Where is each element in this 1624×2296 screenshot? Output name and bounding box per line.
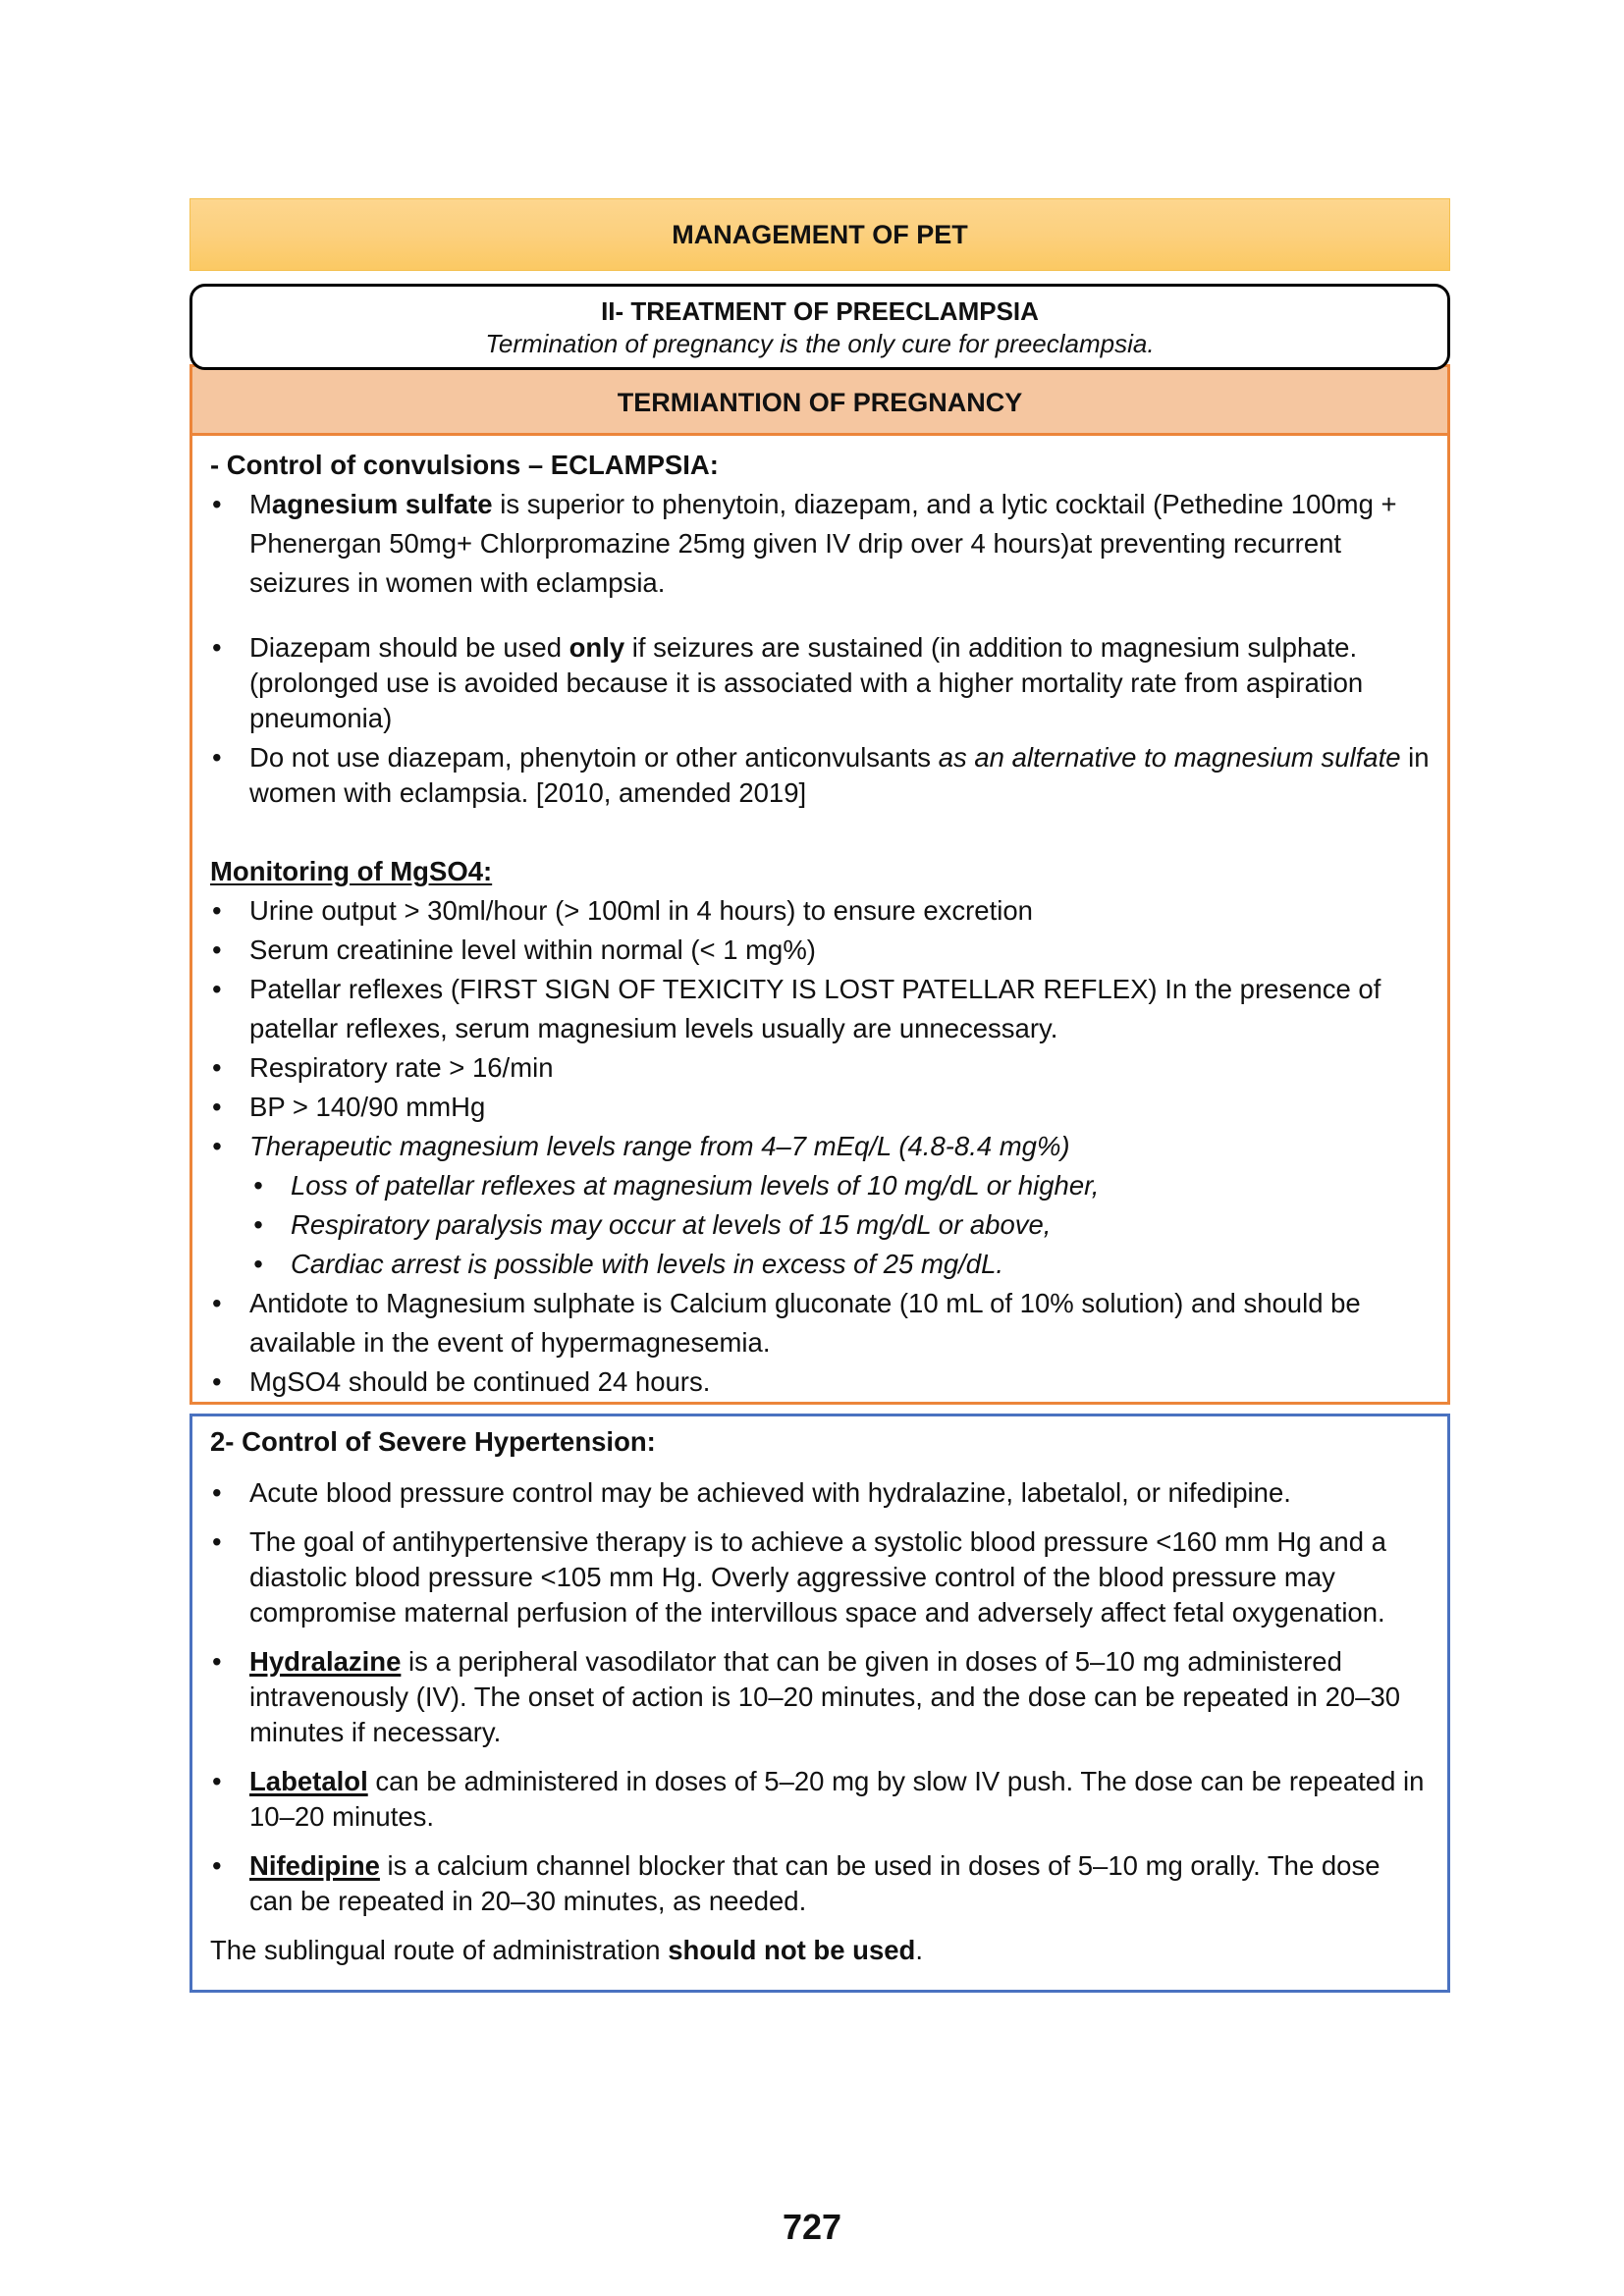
treatment-subtitle: Termination of pregnancy is the only cure for preeclampsia. <box>485 329 1155 358</box>
text-run: M <box>249 489 272 519</box>
text-run: Do not use diazepam, phenytoin or other anticonvulsants <box>249 742 939 773</box>
list-item: • The goal of antihypertensive therapy is to achieve a systolic blood pressure <160 mm Hg and a diastolic blood pressure <105 mm Hg. Overly aggressive control of the blood pressure may compromise maternal perfusion of the intervillous space and adversely affect fetal oxygenation. <box>210 1524 1430 1630</box>
list-item: • Acute blood pressure control may be achieved with hydralazine, labetalol, or nifedipine. <box>210 1475 1430 1511</box>
bold-term: agnesium sulfate <box>271 489 493 519</box>
magnesium-levels-sublist <box>251 1166 1430 1284</box>
monitoring-list-continued <box>210 1284 1430 1402</box>
bold-term: should not be used <box>668 1935 916 1965</box>
list-item <box>210 1848 1430 1919</box>
list-item <box>210 740 1430 811</box>
termination-header: TERMIANTION OF PREGNANCY <box>192 367 1447 436</box>
list-item: • Respiratory paralysis may occur at levels of 15 mg/dL or above, <box>251 1205 1430 1245</box>
termination-section <box>189 364 1450 1405</box>
list-item: • Loss of patellar reflexes at magnesium levels of 10 mg/dL or higher, <box>251 1166 1430 1205</box>
treatment-title: II- TREATMENT OF PREECLAMPSIA <box>601 296 1039 326</box>
convulsions-heading: - Control of convulsions – ECLAMPSIA: <box>210 450 719 480</box>
text-run: in women with eclampsia. [2010, amended 2019] <box>249 742 1430 808</box>
list-item <box>210 630 1430 736</box>
list-item <box>210 1764 1430 1835</box>
list-item: • Cardiac arrest is possible with levels in excess of 25 mg/dL. <box>251 1245 1430 1284</box>
drug-name: Labetalol <box>249 1766 368 1796</box>
page-title: MANAGEMENT OF PET <box>672 219 968 249</box>
monitoring-heading: Monitoring of MgSO4: <box>210 856 493 886</box>
list-item: • Serum creatinine level within normal (< 1 mg%) <box>210 931 1430 970</box>
bold-term: only <box>568 632 625 663</box>
list-item: • Urine output > 30ml/hour (> 100ml in 4 hours) to ensure excretion <box>210 891 1430 931</box>
list-item: • Patellar reflexes (FIRST SIGN OF TEXICITY IS LOST PATELLAR REFLEX) In the presence of patellar reflexes, serum magnesium levels usually are unnecessary. <box>210 970 1430 1048</box>
drug-name: Hydralazine <box>249 1646 402 1677</box>
text-run: . <box>915 1935 923 1965</box>
treatment-callout <box>189 284 1450 370</box>
text-run: is superior to phenytoin, diazepam, and a lytic cocktail (Pethedine 100mg + Phenergan 50mg+ Chlorpromazine 25mg given IV drip over 4 hours)at preventing recurrent seizures in women with eclampsia. <box>249 489 1397 598</box>
text-run: Diazepam should be used <box>249 632 569 663</box>
text-run: is a peripheral vasodilator that can be given in doses of 5–10 mg administered intravenously (IV). The onset of action is 10–20 minutes, and the dose can be repeated in 20–30 minutes if necessary. <box>249 1646 1401 1747</box>
page-title-banner <box>189 198 1450 271</box>
termination-body <box>192 436 1447 1402</box>
list-item: • BP > 140/90 mmHg <box>210 1088 1430 1127</box>
text-run: can be administered in doses of 5–20 mg by slow IV push. The dose can be repeated in 10–20 minutes. <box>249 1766 1425 1832</box>
list-item: • Respiratory rate > 16/min <box>210 1048 1430 1088</box>
page-number: 727 <box>782 2207 842 2247</box>
convulsions-list <box>210 485 1430 811</box>
text-run: if seizures are sustained (in addition to magnesium sulphate. (prolonged use is avoided because it is associated with a higher mortality rate from aspiration pneumonia) <box>249 632 1364 733</box>
sublingual-note <box>210 1933 1430 1968</box>
document-page <box>189 198 1450 1993</box>
text-run: The sublingual route of administration <box>210 1935 669 1965</box>
text-run: is a calcium channel blocker that can be used in doses of 5–10 mg orally. The dose can be repeated in 20–30 minutes, as needed. <box>249 1850 1380 1916</box>
monitoring-list <box>210 891 1430 1166</box>
hypertension-list <box>210 1475 1430 1919</box>
list-item <box>210 1644 1430 1750</box>
list-item: • Therapeutic magnesium levels range from 4–7 mEq/L (4.8-8.4 mg%) <box>210 1127 1430 1166</box>
list-item: • Antidote to Magnesium sulphate is Calcium gluconate (10 mL of 10% solution) and should be available in the event of hypermagnesemia. <box>210 1284 1430 1362</box>
hypertension-section <box>189 1414 1450 1993</box>
italic-phrase: as an alternative to magnesium sulfate <box>938 742 1401 773</box>
drug-name: Nifedipine <box>249 1850 380 1881</box>
list-item <box>210 485 1430 603</box>
hypertension-heading: 2- Control of Severe Hypertension: <box>210 1426 656 1457</box>
list-item: • MgSO4 should be continued 24 hours. <box>210 1362 1430 1402</box>
